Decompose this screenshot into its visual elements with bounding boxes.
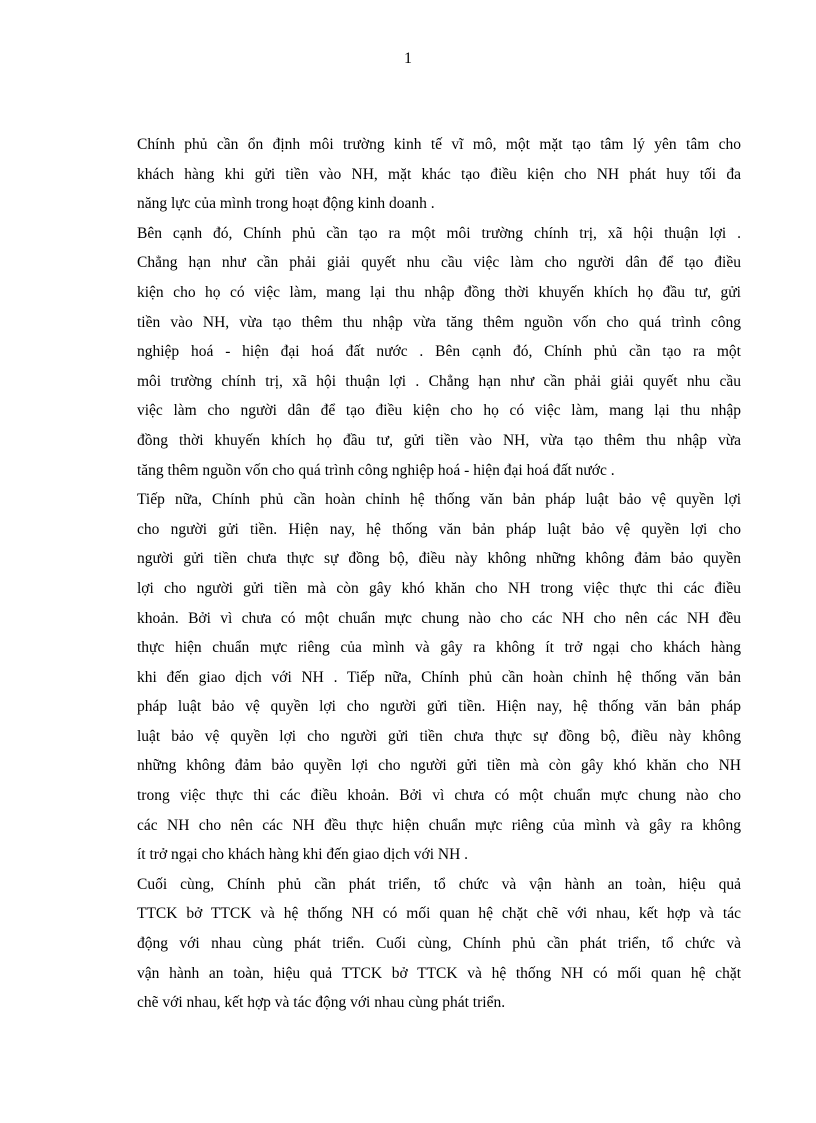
paragraph-4 [137, 870, 741, 1018]
text-line: nghiệp hoá - hiện đại hoá đất nước . Bên cạnh đó, Chính phủ cần tạo ra một [137, 343, 741, 361]
text-line: Tiếp nữa, Chính phủ cần hoàn chỉnh hệ thống văn bản pháp luật bảo vệ quyền lợi [137, 491, 741, 509]
text-line: môi trường chính trị, xã hội thuận lợi . Chẳng hạn như cần phải giải quyết nhu cầu [137, 372, 741, 390]
text-line: khách hàng khi gửi tiền vào NH, mặt khác tạo điều kiện cho NH phát huy tối đa [137, 165, 741, 183]
text-line: Chẳng hạn như cần phải giải quyết nhu cầu việc làm cho người dân để tạo điều [137, 254, 741, 272]
text-line: pháp luật bảo vệ quyền lợi cho người gửi tiền. Hiện nay, hệ thống văn bản pháp [137, 698, 741, 716]
text-line: TTCK bở TTCK và hệ thống NH có mối quan hệ chặt chẽ với nhau, kết hợp và tác [137, 905, 741, 923]
text-line: trong việc thực thi các điều khoản. Bởi vì chưa có một chuẩn mực chung nào cho [137, 787, 741, 805]
text-line: Chính phủ cần ổn định môi trường kinh tế vĩ mô, một mặt tạo tâm lý yên tâm cho [137, 136, 741, 153]
text-line: chẽ với nhau, kết hợp và tác động với nhau cùng phát triển. [137, 994, 506, 1012]
page-number: 1 [404, 50, 412, 67]
text-line: tiền vào NH, vừa tạo thêm thu nhập vừa tăng thêm nguồn vốn cho quá trình công [137, 313, 741, 331]
text-line: khoản. Bởi vì chưa có một chuẩn mực chung nào cho các NH cho nên các NH đều [137, 609, 741, 627]
paragraph-1 [137, 130, 741, 219]
text-line: người gửi tiền chưa thực sự đồng bộ, điều này không những không đảm bảo quyền [137, 550, 741, 568]
text-line: vận hành an toàn, hiệu quả TTCK bở TTCK và hệ thống NH có mối quan hệ chặt [137, 964, 741, 982]
text-line: những không đảm bảo quyền lợi cho người gửi tiền mà còn gây khó khăn cho NH [137, 757, 741, 775]
text-line: cho người gửi tiền. Hiện nay, hệ thống văn bản pháp luật bảo vệ quyền lợi cho [137, 520, 741, 538]
text-line: tăng thêm nguồn vốn cho quá trình công nghiệp hoá - hiện đại hoá đất nước . [137, 461, 615, 479]
paragraph-2 [137, 219, 741, 485]
text-line: Cuối cùng, Chính phủ cần phát triển, tổ chức và vận hành an toàn, hiệu quả [137, 875, 741, 893]
text-line: động với nhau cùng phát triển. Cuối cùng, Chính phủ cần phát triển, tổ chức và [137, 935, 741, 953]
text-line: đồng thời khuyến khích họ đầu tư, gửi tiền vào NH, vừa tạo thêm thu nhập vừa [137, 431, 741, 449]
text-line: việc làm cho người dân để tạo điều kiện cho họ có việc làm, mang lại thu nhập [137, 402, 741, 420]
text-line: lợi cho người gửi tiền mà còn gây khó khăn cho NH trong việc thực thi các điều [137, 579, 741, 597]
text-line: ít trở ngại cho khách hàng khi đến giao dịch với NH . [137, 846, 469, 864]
text-line: Bên cạnh đó, Chính phủ cần tạo ra một môi trường chính trị, xã hội thuận lợi . [137, 224, 741, 242]
text-line: kiện cho họ có việc làm, mang lại thu nhập đồng thời khuyến khích họ đầu tư, gửi [137, 283, 741, 301]
text-line: luật bảo vệ quyền lợi cho người gửi tiền chưa thực sự đồng bộ, điều này không [137, 727, 741, 745]
text-line: năng lực của mình trong hoạt động kinh doanh . [137, 195, 435, 213]
paragraph-3 [137, 485, 741, 870]
document-body [137, 130, 741, 1018]
text-line: thực hiện chuẩn mực riêng của mình và gây ra không ít trở ngại cho khách hàng [137, 639, 741, 657]
text-line: các NH cho nên các NH đều thực hiện chuẩn mực riêng của mình và gây ra không [137, 816, 741, 834]
text-line: khi đến giao dịch với NH . Tiếp nữa, Chính phủ cần hoàn chỉnh hệ thống văn bản [137, 668, 741, 686]
